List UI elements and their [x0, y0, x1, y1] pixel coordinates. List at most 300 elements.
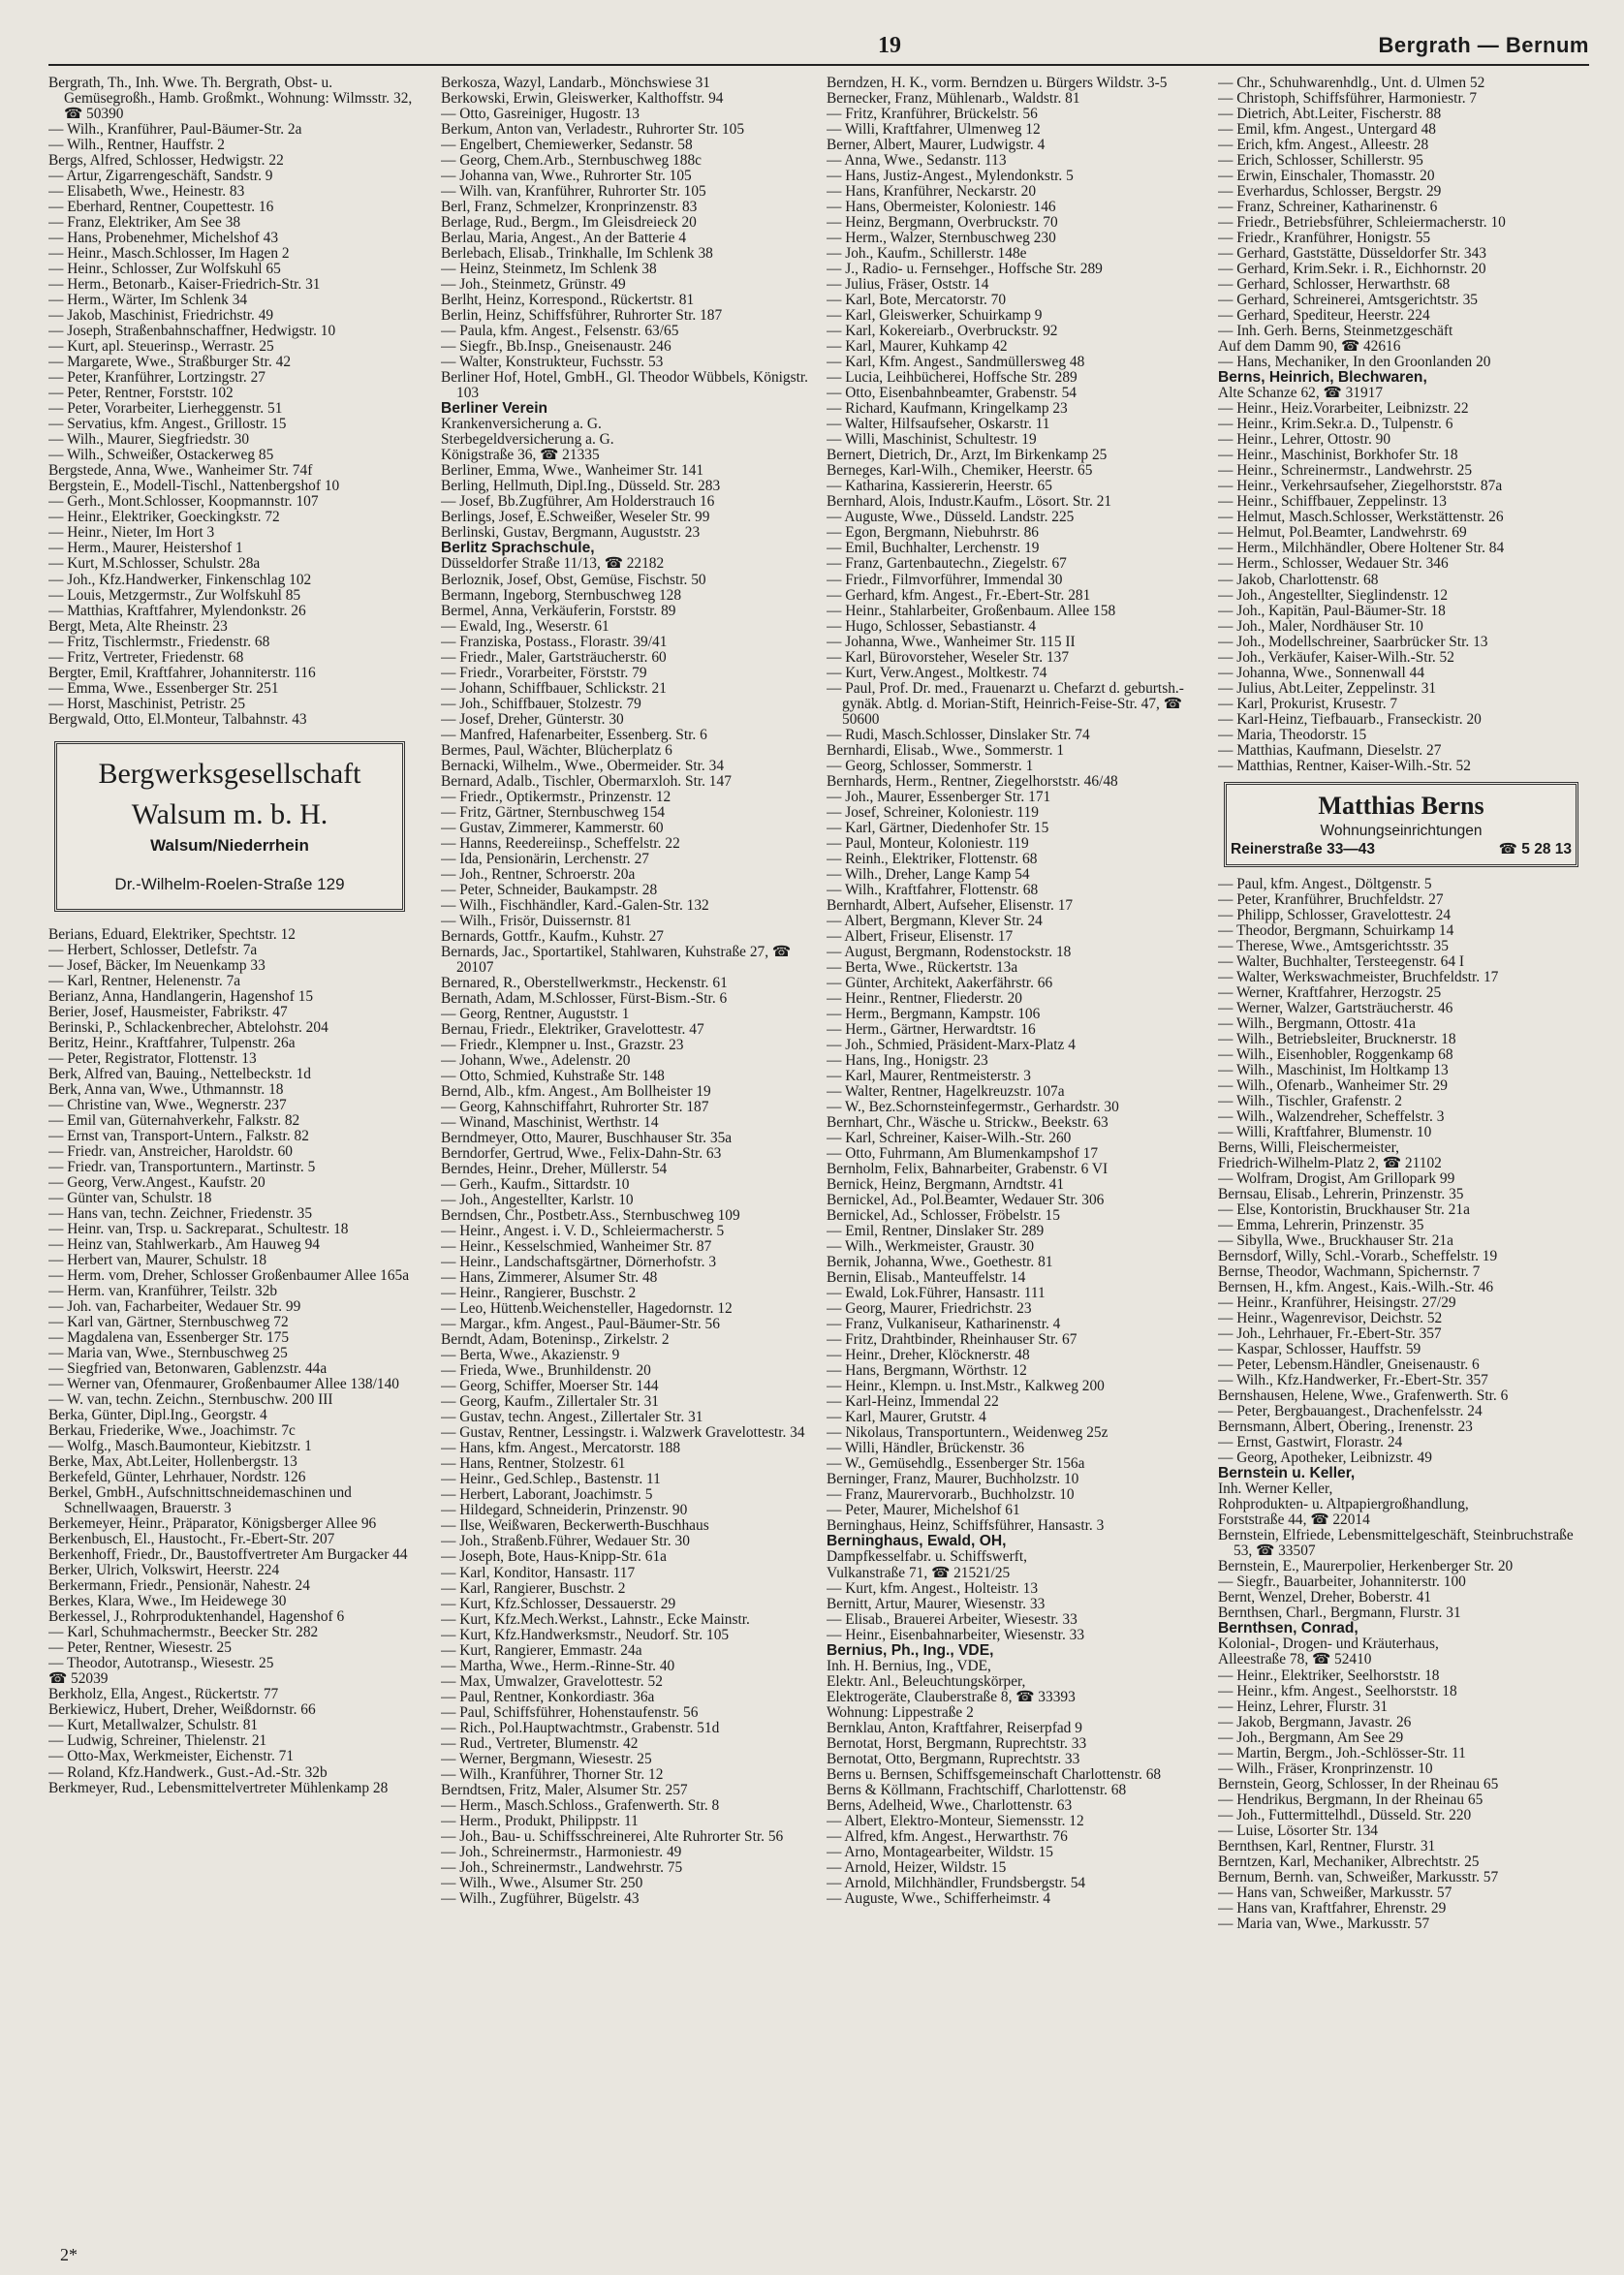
- directory-entry: — Joh., Maler, Nordhäuser Str. 10: [1218, 617, 1423, 635]
- directory-entry: — Friedr., Maler, Gartsträucherstr. 60: [441, 648, 667, 666]
- directory-entry: — Christine van, Wwe., Wegnerstr. 237: [48, 1096, 287, 1113]
- directory-entry: Berninghaus, Ewald, OH,: [827, 1533, 1007, 1550]
- directory-entry: — Wilh., Frisör, Duissernstr. 81: [441, 912, 632, 929]
- directory-entry: — Kurt, apl. Steuerinsp., Werrastr. 25: [48, 338, 274, 356]
- directory-entry: — Heinr., Ged.Schlep., Bastenstr. 11: [441, 1471, 661, 1488]
- directory-entry: ☎ 52039: [48, 1670, 109, 1688]
- directory-entry: — Dietrich, Abt.Leiter, Fischerstr. 88: [1218, 106, 1442, 123]
- directory-entry: Berliner Verein: [441, 400, 548, 418]
- directory-entry: — Auguste, Wwe., Schifferheimstr. 4: [827, 1889, 1051, 1907]
- directory-entry: — Matthias, Kaufmann, Dieselstr. 27: [1218, 741, 1442, 759]
- directory-entry: — Heinr., Landschaftsgärtner, Dörnerhofstr. 3: [441, 1254, 717, 1271]
- directory-entry: — Artur, Zigarrengeschäft, Sandstr. 9: [48, 168, 273, 185]
- directory-entry: — Heinr., Schiffbauer, Zeppelinstr. 13: [1218, 493, 1447, 511]
- directory-entry: — Walter, Rentner, Hagelkreuzstr. 107a: [827, 1083, 1065, 1101]
- directory-entry: — Werner, Walzer, Gartsträucherstr. 46: [1218, 999, 1453, 1016]
- directory-entry: — Siegfr., Bb.Insp., Gneisenaustr. 246: [441, 338, 671, 356]
- directory-entry: — Friedr., Betriebsführer, Schleiermacherstr. 10: [1218, 214, 1506, 232]
- directory-entry: — Hendrikus, Bergmann, In der Rheinau 65: [1218, 1791, 1483, 1808]
- directory-entry: — Gerhard, Krim.Sekr. i. R., Eichhornstr. 20: [1218, 261, 1486, 278]
- directory-entry: — Wolfg., Masch.Baumonteur, Kiebitzstr. 1: [48, 1438, 312, 1455]
- directory-entry: Bernum, Bernh. van, Schweißer, Markusstr. 57: [1218, 1868, 1499, 1885]
- directory-entry: — Joh., Bergmann, Am See 29: [1218, 1729, 1404, 1746]
- directory-entry: — Hans, Obermeister, Koloniestr. 146: [827, 199, 1056, 216]
- directory-entry: Bernstein, E., Maurerpolier, Herkenberger Str. 20: [1218, 1558, 1514, 1575]
- directory-entry: — Joh., Verkäufer, Kaiser-Wilh.-Str. 52: [1218, 648, 1454, 666]
- directory-entry: — Wilh., Rentner, Hauffstr. 2: [48, 137, 226, 154]
- directory-entry: — Erich, kfm. Angest., Alleestr. 28: [1218, 137, 1429, 154]
- directory-entry: — Paul, Schiffsführer, Hohenstaufenstr. 56: [441, 1703, 699, 1721]
- directory-entry: — Emil, kfm. Angest., Untergard 48: [1218, 121, 1436, 139]
- directory-entry: — Herbert van, Maurer, Schulstr. 18: [48, 1251, 267, 1268]
- directory-entry: Berns, Adelheid, Wwe., Charlottenstr. 63: [827, 1796, 1073, 1814]
- directory-entry: — Heinr., Elektriker, Goeckingkstr. 72: [48, 509, 280, 526]
- directory-entry: — Johann, Wwe., Adelenstr. 20: [441, 1051, 631, 1069]
- directory-entry: — Herm., Milchhändler, Obere Holtener Str. 84: [1218, 540, 1505, 557]
- directory-entry: — Margar., kfm. Angest., Paul-Bäumer-Str. 56: [441, 1316, 720, 1333]
- directory-entry: — Gerhard, kfm. Angest., Fr.-Ebert-Str. 281: [827, 586, 1091, 604]
- directory-entry: Auf dem Damm 90, ☎ 42616: [1218, 338, 1401, 356]
- directory-entry: Bernard, Adalb., Tischler, Obermarxloh. Str. 147: [441, 772, 732, 790]
- directory-entry: Berl, Franz, Schmelzer, Kronprinzenstr. 83: [441, 199, 698, 216]
- directory-entry: — Wilh., Kraftfahrer, Flottenstr. 68: [827, 881, 1039, 898]
- directory-entry: Berndes, Heinr., Dreher, Müllerstr. 54: [441, 1161, 668, 1178]
- directory-entry: — Heinr., Angest. i. V. D., Schleiermacherstr. 5: [441, 1223, 725, 1240]
- directory-entry: — Martha, Wwe., Herm.-Rinne-Str. 40: [441, 1657, 675, 1674]
- directory-entry: — Peter, Maurer, Michelshof 61: [827, 1502, 1020, 1519]
- directory-entry: — Hans, Ing., Honigstr. 23: [827, 1051, 988, 1069]
- directory-entry: — Georg, Apotheker, Leibnizstr. 49: [1218, 1449, 1432, 1467]
- directory-entry: Berk, Alfred van, Bauing., Nettelbeckstr. 1d: [48, 1065, 311, 1082]
- directory-entry: — Rudi, Masch.Schlosser, Dinslaker Str. 74: [827, 726, 1090, 743]
- directory-entry: Rohprodukten- u. Altpapiergroßhandlung,: [1218, 1496, 1469, 1513]
- directory-entry: — Philipp, Schlosser, Gravelottestr. 24: [1218, 906, 1452, 923]
- directory-entry: Inh. H. Bernius, Ing., VDE,: [827, 1657, 991, 1674]
- directory-entry: — Wilh., Kranführer, Paul-Bäumer-Str. 2a: [48, 121, 302, 139]
- directory-entry: Wohnung: Lippestraße 2: [827, 1703, 974, 1721]
- directory-entry: Berlage, Rud., Bergm., Im Gleisdreieck 20: [441, 214, 697, 232]
- directory-entry: — Heinz, Lehrer, Flurstr. 31: [1218, 1698, 1389, 1715]
- directory-entry: Bernickel, Ad., Pol.Beamter, Wedauer Str. 306: [827, 1192, 1105, 1209]
- directory-entry: — Siegfried van, Betonwaren, Gablenzstr. 44a: [48, 1360, 328, 1378]
- directory-entry: Bernhardt, Albert, Aufseher, Elisenstr. 17: [827, 896, 1074, 914]
- directory-entry: — Herm., Produkt, Philippstr. 11: [441, 1812, 639, 1829]
- directory-entry: — Gerhard, Schlosser, Herwarthstr. 68: [1218, 276, 1451, 294]
- signature-mark: 2*: [60, 2245, 78, 2264]
- directory-entry: Beritz, Heinr., Kraftfahrer, Tulpenstr. 26a: [48, 1034, 296, 1051]
- directory-entry: — Joh., Lehrhauer, Fr.-Ebert-Str. 357: [1218, 1325, 1442, 1343]
- directory-entry: — Heinr., Nieter, Im Hort 3: [48, 524, 215, 542]
- directory-entry: — Wilh., Werkmeister, Graustr. 30: [827, 1238, 1035, 1256]
- directory-entry: — Karl, Maurer, Kuhkamp 42: [827, 338, 1008, 356]
- directory-entry: — Gustav, Zimmerer, Kammerstr. 60: [441, 819, 664, 836]
- directory-entry: — Julius, Fräser, Oststr. 14: [827, 276, 989, 294]
- directory-entry: Bernath, Adam, M.Schlosser, Fürst-Bism.-Str. 6: [441, 989, 728, 1007]
- directory-entry: — Ewald, Ing., Weserstr. 61: [441, 617, 609, 635]
- directory-entry: — Arnold, Milchhändler, Frundsbergstr. 54: [827, 1874, 1086, 1891]
- directory-entry: — Heinr., Rangierer, Buschstr. 2: [441, 1285, 637, 1302]
- directory-entry: — Nikolaus, Transportuntern., Weidenweg 25z: [827, 1424, 1109, 1442]
- directory-entry: Berkes, Klara, Wwe., Im Heidewege 30: [48, 1593, 287, 1610]
- directory-entry: Berns & Köllmann, Frachtschiff, Charlottenstr. 68: [827, 1781, 1127, 1798]
- directory-entry: — Peter, Bergbauangest., Drachenfelsstr. 24: [1218, 1403, 1483, 1420]
- directory-entry: — Herbert, Laborant, Joachimstr. 5: [441, 1486, 653, 1504]
- directory-entry: — Arnold, Heizer, Wildstr. 15: [827, 1858, 1007, 1876]
- page-number: 19: [878, 33, 901, 58]
- directory-entry: — Heinz van, Stahlwerkarb., Am Hauweg 94: [48, 1235, 320, 1253]
- directory-entry: — Fritz, Tischlermstr., Friedenstr. 68: [48, 633, 270, 650]
- directory-entry: — Elisabeth, Wwe., Heinestr. 83: [48, 183, 245, 201]
- directory-entry: Berner, Albert, Maurer, Ludwigstr. 4: [827, 137, 1046, 154]
- directory-entry: — Joh., Angestellter, Karlstr. 10: [441, 1192, 634, 1209]
- directory-entry: — Heinr., Verkehrsaufseher, Ziegelhorststr. 87a: [1218, 478, 1503, 495]
- directory-entry: — Ewald, Lok.Führer, Hansastr. 111: [827, 1285, 1046, 1302]
- directory-entry: — Herm., Maurer, Heistershof 1: [48, 540, 243, 557]
- directory-entry: Bernklau, Anton, Kraftfahrer, Reiserpfad 9: [827, 1719, 1082, 1736]
- directory-entry: — Jakob, Bergmann, Javastr. 26: [1218, 1713, 1412, 1730]
- directory-entry: — Albert, Elektro-Monteur, Siemensstr. 12: [827, 1812, 1084, 1829]
- directory-entry: — Georg, Verw.Angest., Kaufstr. 20: [48, 1173, 265, 1191]
- directory-entry: — Otto, Gasreiniger, Hugostr. 13: [441, 106, 640, 123]
- directory-entry: — Joh., Schreinermstr., Landwehrstr. 75: [441, 1858, 683, 1876]
- directory-entry: — Egon, Bergmann, Niebuhrstr. 86: [827, 524, 1040, 542]
- directory-entry: — Erich, Schlosser, Schillerstr. 95: [1218, 152, 1423, 170]
- directory-entry: Bernitt, Artur, Maurer, Wiesenstr. 33: [827, 1595, 1046, 1612]
- directory-entry: — Anna, Wwe., Sedanstr. 113: [827, 152, 1007, 170]
- directory-entry: — Günter van, Schulstr. 18: [48, 1189, 212, 1206]
- directory-entry: — Karl, Bote, Mercatorstr. 70: [827, 292, 1007, 309]
- directory-entry: Bernholm, Felix, Bahnarbeiter, Grabenstr. 6 VI: [827, 1161, 1109, 1178]
- directory-entry: — Joh., Angestellter, Sieglindenstr. 12: [1218, 586, 1449, 604]
- directory-entry: — Wilh., Zugführer, Bügelstr. 43: [441, 1889, 640, 1907]
- column-4: [1218, 76, 1586, 2246]
- directory-entry: Friedrich-Wilhelm-Platz 2, ☎ 21102: [1218, 1154, 1442, 1171]
- directory-entry: — Hugo, Schlosser, Sebastianstr. 4: [827, 617, 1037, 635]
- directory-entry: Bernsdorf, Willy, Schl.-Vorarb., Scheffelstr. 19: [1218, 1248, 1498, 1265]
- ad-address-row: [1231, 840, 1572, 858]
- directory-entry: Elektrogeräte, Clauberstraße 8, ☎ 33393: [827, 1688, 1076, 1705]
- directory-entry: — Georg, Kahnschiffahrt, Ruhrorter Str. 187: [441, 1099, 709, 1116]
- directory-entry: — Berta, Wwe., Rückertstr. 13a: [827, 958, 1018, 976]
- directory-entry: — Heinr., Masch.Schlosser, Im Hagen 2: [48, 245, 290, 263]
- ad-tagline: Wohnungseinrichtungen: [1320, 822, 1483, 839]
- directory-entry: — Heinr., Schlosser, Zur Wolfskuhl 65: [48, 261, 281, 278]
- directory-entry: Bermann, Ingeborg, Sternbuschweg 128: [441, 586, 682, 604]
- directory-entry: — Inh. Gerh. Berns, Steinmetzgeschäft: [1218, 323, 1453, 340]
- directory-entry: — Johanna, Wwe., Wanheimer Str. 115 II: [827, 633, 1076, 650]
- directory-entry: — Herm., Bergmann, Kampstr. 106: [827, 1005, 1041, 1022]
- directory-entry: Bernthsen, Charl., Bergmann, Flurstr. 31: [1218, 1605, 1461, 1622]
- directory-entry: — Wilh., Betriebsleiter, Brucknerstr. 18: [1218, 1030, 1456, 1047]
- directory-entry: Alte Schanze 62, ☎ 31917: [1218, 385, 1384, 402]
- directory-entry: — Julius, Abt.Leiter, Zeppelinstr. 31: [1218, 679, 1437, 697]
- directory-entry: Berninghaus, Heinz, Schiffsführer, Hansastr. 3: [827, 1517, 1105, 1535]
- directory-entry: — Ilse, Weißwaren, Beckerwerth-Buschhaus: [441, 1517, 709, 1535]
- directory-entry: — Franz, Vulkaniseur, Katharinenstr. 4: [827, 1316, 1061, 1333]
- directory-entry: — Friedr., Vorarbeiter, Förststr. 79: [441, 664, 647, 681]
- directory-entry: — Karl, Gleiswerker, Schuirkamp 9: [827, 307, 1043, 325]
- directory-entry: Berns u. Bernsen, Schiffsgemeinschaft Charlottenstr. 68: [827, 1765, 1162, 1783]
- directory-entry: — Heinr., Stahlarbeiter, Großenbaum. Allee 158: [827, 602, 1116, 619]
- directory-entry: — Herm., Schlosser, Wedauer Str. 346: [1218, 555, 1449, 573]
- directory-entry: — Karl, Rangierer, Buschstr. 2: [441, 1579, 626, 1597]
- directory-entry: — Paul, Monteur, Koloniestr. 119: [827, 834, 1029, 852]
- directory-entry: — Magdalena van, Essenberger Str. 175: [48, 1329, 290, 1347]
- directory-entry: — Friedr. van, Transportuntern., Martinstr. 5: [48, 1158, 316, 1175]
- directory-entry: Bernards, Jac., Sportartikel, Stahlwaren, Kuhstraße 27, ☎ 20107: [441, 943, 792, 976]
- directory-entry: — Wilh., Tischler, Grafenstr. 2: [1218, 1092, 1402, 1109]
- directory-entry: — Albert, Friseur, Elisenstr. 17: [827, 927, 1014, 945]
- directory-entry: Berliner, Emma, Wwe., Wanheimer Str. 141: [441, 462, 704, 480]
- directory-entry: — Christoph, Schiffsführer, Harmoniestr. 7: [1218, 90, 1478, 108]
- directory-entry: — Maria van, Wwe., Markusstr. 57: [1218, 1915, 1430, 1932]
- directory-entry: — August, Bergmann, Rodenstockstr. 18: [827, 943, 1072, 960]
- directory-entry: Berlin, Heinz, Schiffsführer, Ruhrorter Str. 187: [441, 307, 723, 325]
- directory-entry: — Georg, Schiffer, Moerser Str. 144: [441, 1378, 659, 1395]
- directory-entry: Berlau, Maria, Angest., An der Batterie 4: [441, 230, 687, 247]
- directory-entry: — Emma, Wwe., Essenberger Str. 251: [48, 679, 279, 697]
- directory-entry: Bernick, Heinz, Bergmann, Arndtstr. 41: [827, 1176, 1065, 1194]
- directory-entry: — Wilh., Maurer, Siegfriedstr. 30: [48, 431, 250, 449]
- directory-columns: [0, 76, 1624, 2246]
- directory-entry: Berns, Willi, Fleischermeister,: [1218, 1138, 1399, 1156]
- directory-entry: — Wilh., Dreher, Lange Kamp 54: [827, 865, 1030, 883]
- directory-entry: — Gerh., Kaufm., Sittardstr. 10: [441, 1176, 630, 1194]
- directory-entry: Berkemeyer, Heinr., Präparator, Königsberger Allee 96: [48, 1515, 377, 1533]
- directory-entry: Bernsen, H., kfm. Angest., Kais.-Wilh.-Str. 46: [1218, 1279, 1494, 1296]
- directory-entry: — Hans van, Kraftfahrer, Ehrenstr. 29: [1218, 1899, 1447, 1917]
- directory-entry: — Johanna, Wwe., Sonnenwall 44: [1218, 664, 1425, 681]
- directory-entry: — Wolfram, Drogist, Am Grillopark 99: [1218, 1170, 1455, 1187]
- directory-entry: — Peter, Vorarbeiter, Lierheggenstr. 51: [48, 400, 283, 418]
- directory-entry: Berkau, Friederike, Wwe., Joachimstr. 7c: [48, 1422, 296, 1440]
- directory-entry: — Ernst, Gastwirt, Florastr. 24: [1218, 1434, 1403, 1451]
- directory-entry: — Rich., Pol.Hauptwachtmstr., Grabenstr. 51d: [441, 1719, 720, 1736]
- directory-entry: — Karl, Kokereiarb., Overbruckstr. 92: [827, 323, 1058, 340]
- directory-entry: Bernstein, Elfriede, Lebensmittelgeschäft, Steinbruchstraße 53, ☎ 33507: [1218, 1527, 1574, 1560]
- directory-entry: — Josef, Bäcker, Im Neuenkamp 33: [48, 956, 265, 974]
- directory-entry: Bernius, Ph., Ing., VDE,: [827, 1641, 994, 1659]
- directory-entry: — Siegfr., Bauarbeiter, Johanniterstr. 100: [1218, 1574, 1466, 1591]
- directory-entry: — Peter, Kranführer, Lortzingstr. 27: [48, 369, 266, 387]
- directory-entry: — Therese, Wwe., Amtsgerichtsstr. 35: [1218, 937, 1449, 954]
- directory-entry: — Heinz, Bergmann, Overbruckstr. 70: [827, 214, 1058, 232]
- directory-entry: Kolonial-, Drogen- und Kräuterhaus,: [1218, 1636, 1439, 1653]
- directory-entry: — Otto, Schmied, Kuhstraße Str. 148: [441, 1068, 665, 1084]
- directory-entry: — Willi, Kraftfahrer, Ulmenweg 12: [827, 121, 1041, 139]
- directory-entry: — Hans, Zimmerer, Alsumer Str. 48: [441, 1269, 658, 1287]
- directory-entry: — Emil, Rentner, Dinslaker Str. 289: [827, 1223, 1045, 1240]
- directory-entry: — Alfred, kfm. Angest., Herwarthstr. 76: [827, 1827, 1068, 1845]
- directory-entry: — Heinr., Klempn. u. Inst.Mstr., Kalkweg 200: [827, 1378, 1105, 1395]
- directory-entry: — Friedr., Kranführer, Honigstr. 55: [1218, 230, 1431, 247]
- column-3: [827, 76, 1195, 2246]
- directory-entry: Bernards, Gottfr., Kaufm., Kuhstr. 27: [441, 927, 664, 945]
- directory-entry: — Johann, Schiffbauer, Schlickstr. 21: [441, 679, 667, 697]
- directory-entry: — Gerhard, Schreinerei, Amtsgerichtstr. 35: [1218, 292, 1478, 309]
- directory-entry: — Richard, Kaufmann, Kringelkamp 23: [827, 400, 1068, 418]
- directory-entry: — Ernst van, Transport-Untern., Falkstr. 82: [48, 1127, 309, 1144]
- directory-entry: Berk, Anna van, Wwe., Uthmannstr. 18: [48, 1080, 284, 1098]
- directory-entry: — Servatius, kfm. Angest., Grillostr. 15: [48, 416, 287, 433]
- directory-entry: Bernhart, Chr., Wäsche u. Strickw., Beekstr. 63: [827, 1114, 1109, 1132]
- directory-entry: — Maria, Theodorstr. 15: [1218, 726, 1367, 743]
- directory-entry: Berkenbusch, El., Haustocht., Fr.-Ebert-Str. 207: [48, 1531, 335, 1548]
- directory-entry: — J., Radio- u. Fernsehger., Hoffsche Str. 289: [827, 261, 1103, 278]
- directory-entry: — Eberhard, Rentner, Coupettestr. 16: [48, 199, 274, 216]
- directory-entry: — Reinh., Elektriker, Flottenstr. 68: [827, 850, 1038, 867]
- directory-entry: — Ludwig, Schreiner, Thielenstr. 21: [48, 1732, 267, 1750]
- directory-entry: — Fritz, Kranführer, Brückelstr. 56: [827, 106, 1038, 123]
- directory-entry: Bernse, Theodor, Wachmann, Spichernstr. 7: [1218, 1263, 1481, 1281]
- directory-entry: Berndt, Adam, Boteninsp., Zirkelstr. 2: [441, 1331, 670, 1349]
- directory-entry: — Winand, Maschinist, Werthstr. 14: [441, 1114, 659, 1132]
- directory-entry: Bernau, Friedr., Elektriker, Gravelottestr. 47: [441, 1020, 704, 1038]
- directory-entry: — Walter, Hilfsaufseher, Oskarstr. 11: [827, 416, 1050, 433]
- directory-entry: — Willi, Maschinist, Schultestr. 19: [827, 431, 1037, 449]
- directory-entry: Vulkanstraße 71, ☎ 21521/25: [827, 1564, 1011, 1581]
- directory-entry: — Maria van, Wwe., Sternbuschweg 25: [48, 1345, 288, 1362]
- directory-entry: — Karl, Rentner, Helenenstr. 7a: [48, 972, 241, 989]
- directory-entry: Inh. Werner Keller,: [1218, 1480, 1333, 1498]
- directory-entry: — Ida, Pensionärin, Lerchenstr. 27: [441, 850, 649, 867]
- directory-entry: Berkosza, Wazyl, Landarb., Mönchswiese 31: [441, 76, 710, 91]
- directory-entry: Berndmeyer, Otto, Maurer, Buschhauser Str. 35a: [441, 1130, 733, 1147]
- directory-entry: Berkholz, Ella, Angest., Rückertstr. 77: [48, 1686, 279, 1703]
- directory-entry: — Peter, Registrator, Flottenstr. 13: [48, 1049, 257, 1067]
- directory-entry: Bernik, Johanna, Wwe., Goethestr. 81: [827, 1254, 1053, 1271]
- directory-entry: — Heinr. van, Trsp. u. Sackreparat., Schultestr. 18: [48, 1220, 349, 1237]
- directory-entry: Berninger, Franz, Maurer, Buchholzstr. 10: [827, 1471, 1079, 1488]
- directory-entry: Berkenhoff, Friedr., Dr., Baustoffvertreter Am Burgacker 44: [48, 1546, 408, 1564]
- directory-entry: — Engelbert, Chemiewerker, Sedanstr. 58: [441, 137, 693, 154]
- directory-entry: — Joh., Schreinermstr., Harmoniestr. 49: [441, 1843, 682, 1860]
- directory-entry: — Hans, Probenehmer, Michelshof 43: [48, 230, 279, 247]
- directory-entry: — Joh., Bau- u. Schiffsschreinerei, Alte Ruhrorter Str. 56: [441, 1827, 784, 1845]
- directory-entry: — Helmut, Masch.Schlosser, Werkstättenstr. 26: [1218, 509, 1504, 526]
- directory-entry: — Kurt, M.Schlosser, Schulstr. 28a: [48, 555, 261, 573]
- directory-entry: — Berta, Wwe., Akazienstr. 9: [441, 1347, 620, 1364]
- directory-entry: Berke, Max, Abt.Leiter, Hollenbergstr. 13: [48, 1453, 297, 1471]
- directory-entry: — Gerhard, Spediteur, Heerstr. 224: [1218, 307, 1430, 325]
- directory-entry: Bernert, Dietrich, Dr., Arzt, Im Birkenkamp 25: [827, 447, 1108, 464]
- directory-entry: — Heinr., kfm. Angest., Seelhorststr. 18: [1218, 1682, 1457, 1699]
- directory-entry: — Gustav, Rentner, Lessingstr. i. Walzwerk Gravelottestr. 34: [441, 1424, 805, 1442]
- directory-entry: — Karl, Gärtner, Diedenhofer Str. 15: [827, 819, 1049, 836]
- directory-entry: — Josef, Schreiner, Koloniestr. 119: [827, 803, 1039, 821]
- directory-entry: — Hans, Kranführer, Neckarstr. 20: [827, 183, 1037, 201]
- directory-entry: — Franz, Elektriker, Am See 38: [48, 214, 241, 232]
- directory-entry: — Chr., Schuhwarenhdlg., Unt. d. Ulmen 52: [1218, 76, 1485, 91]
- directory-entry: — Lucia, Leihbücherei, Hoffsche Str. 289: [827, 369, 1077, 387]
- directory-entry: — Paul, Prof. Dr. med., Frauenarzt u. Chefarzt d. geburtsh.-gynäk. Abtlg. d. Morian-Stift, Heinrich-Feise-Str. 47, ☎ 50600: [827, 679, 1184, 728]
- advertisement-box: [54, 741, 405, 912]
- directory-entry: — Erwin, Einschaler, Thomasstr. 20: [1218, 168, 1435, 185]
- directory-entry: — Louis, Metzgermstr., Zur Wolfskuhl 85: [48, 586, 301, 604]
- directory-entry: Berkum, Anton van, Verladestr., Ruhrorter Str. 105: [441, 121, 745, 139]
- directory-entry: — Hildegard, Schneiderin, Prinzenstr. 90: [441, 1502, 688, 1519]
- directory-entry: — Herm., Gärtner, Herwardtstr. 16: [827, 1020, 1036, 1038]
- directory-entry: Berians, Eduard, Elektriker, Spechtstr. 12: [48, 925, 296, 943]
- directory-entry: Bermel, Anna, Verkäuferin, Forststr. 89: [441, 602, 676, 619]
- directory-entry: — Josef, Bb.Zugführer, Am Holderstrauch 16: [441, 493, 715, 511]
- directory-entry: — Herm., Masch.Schloss., Grafenwerth. Str. 8: [441, 1796, 720, 1814]
- directory-entry: — Werner van, Ofenmaurer, Großenbaumer Allee 138/140: [48, 1376, 399, 1393]
- directory-entry: Berlitz Sprachschule,: [441, 540, 595, 557]
- directory-entry: Bergs, Alfred, Schlosser, Hedwigstr. 22: [48, 152, 284, 170]
- directory-entry: — Luise, Lösorter Str. 134: [1218, 1822, 1379, 1839]
- directory-entry: Berlebach, Elisab., Trinkhalle, Im Schlenk 38: [441, 245, 713, 263]
- directory-entry: — Herm., Walzer, Sternbuschweg 230: [827, 230, 1056, 247]
- directory-entry: — Karl, Maurer, Rentmeisterstr. 3: [827, 1068, 1031, 1084]
- directory-entry: Bernotat, Horst, Bergmann, Ruprechtstr. 33: [827, 1734, 1087, 1752]
- directory-entry: — Heinr., Krim.Sekr.a. D., Tulpenstr. 6: [1218, 416, 1453, 433]
- directory-entry: — Kaspar, Schlosser, Hauffstr. 59: [1218, 1341, 1421, 1358]
- directory-entry: — Matthias, Rentner, Kaiser-Wilh.-Str. 52: [1218, 757, 1471, 774]
- directory-entry: Berier, Josef, Hausmeister, Fabrikstr. 47: [48, 1003, 288, 1020]
- directory-entry: Berlht, Heinz, Korrespond., Rückertstr. 81: [441, 292, 695, 309]
- directory-entry: — Peter, Rentner, Forststr. 102: [48, 385, 234, 402]
- directory-entry: Berndsen, Chr., Postbetr.Ass., Sternbuschweg 109: [441, 1207, 740, 1225]
- directory-entry: Bernshausen, Helene, Wwe., Grafenwerth. Str. 6: [1218, 1387, 1509, 1405]
- directory-entry: — Franz, Maurervorarb., Buchholzstr. 10: [827, 1486, 1075, 1504]
- directory-entry: Berling, Hellmuth, Dipl.Ing., Düsseld. Str. 283: [441, 478, 721, 495]
- directory-entry: Bernickel, Ad., Schlosser, Fröbelstr. 15: [827, 1207, 1060, 1225]
- directory-entry: — Peter, Schneider, Baukampstr. 28: [441, 881, 658, 898]
- directory-entry: — Walter, Konstrukteur, Fuchsstr. 53: [441, 354, 664, 371]
- directory-entry: — Arno, Montagearbeiter, Wildstr. 15: [827, 1843, 1053, 1860]
- directory-entry: — Joh., Kapitän, Paul-Bäumer-Str. 18: [1218, 602, 1446, 619]
- directory-entry: Berianz, Anna, Handlangerin, Hagenshof 15: [48, 987, 314, 1005]
- directory-entry: — Everhardus, Schlosser, Bergstr. 29: [1218, 183, 1442, 201]
- directory-entry: Berkmeyer, Rud., Lebensmittelvertreter Mühlenkamp 28: [48, 1779, 389, 1796]
- directory-entry: Bernotat, Otto, Bergmann, Ruprechtstr. 33: [827, 1750, 1080, 1767]
- directory-entry: — Heinr., Wagenrevisor, Deichstr. 52: [1218, 1310, 1443, 1327]
- directory-entry: — Max, Umwalzer, Gravelottestr. 52: [441, 1672, 663, 1690]
- directory-entry: — Friedr., Klempner u. Inst., Grazstr. 23: [441, 1036, 684, 1053]
- directory-entry: — Karl, Kfm. Angest., Sandmüllersweg 48: [827, 354, 1085, 371]
- directory-entry: — Josef, Dreher, Günterstr. 30: [441, 710, 624, 728]
- directory-entry: — Joh., Schmied, Präsident-Marx-Platz 4: [827, 1036, 1076, 1053]
- directory-entry: — Walter, Buchhalter, Tersteegenstr. 64 I: [1218, 952, 1465, 970]
- directory-entry: — Heinr., Maschinist, Borkhofer Str. 18: [1218, 447, 1458, 464]
- directory-entry: — W., Gemüsehdlg., Essenberger Str. 156a: [827, 1455, 1085, 1473]
- directory-entry: — Emil, Buchhalter, Lerchenstr. 19: [827, 540, 1040, 557]
- directory-entry: — Peter, Lebensm.Händler, Gneisenaustr. 6: [1218, 1356, 1480, 1374]
- directory-entry: — Georg, Schlosser, Sommerstr. 1: [827, 757, 1034, 774]
- directory-entry: — Kurt, Rangierer, Emmastr. 24a: [441, 1641, 642, 1659]
- directory-entry: — Wilh. van, Kranführer, Ruhrorter Str. 105: [441, 183, 706, 201]
- directory-entry: — Georg, Rentner, Auguststr. 1: [441, 1005, 630, 1022]
- directory-entry: Forststraße 44, ☎ 22014: [1218, 1511, 1370, 1529]
- directory-entry: — Otto, Eisenbahnbeamter, Grabenstr. 54: [827, 385, 1077, 402]
- directory-entry: Berns, Heinrich, Blechwaren,: [1218, 369, 1427, 387]
- directory-entry: — Herbert, Schlosser, Detlefstr. 7a: [48, 941, 258, 958]
- directory-entry: Bernecker, Franz, Mühlenarb., Waldstr. 81: [827, 90, 1080, 108]
- ad-company-name: Bergwerksgesellschaft: [98, 757, 361, 790]
- directory-entry: Berloznik, Josef, Obst, Gemüse, Fischstr. 50: [441, 571, 706, 588]
- directory-entry: — Karl-Heinz, Tiefbauarb., Franseckistr. 20: [1218, 710, 1482, 728]
- directory-entry: — W., Bez.Schornsteinfegermstr., Gerhardstr. 30: [827, 1099, 1119, 1116]
- directory-entry: — Friedr., Optikermstr., Prinzenstr. 12: [441, 788, 671, 805]
- directory-entry: — Herm. vom, Dreher, Schlosser Großenbaumer Allee 165a: [48, 1267, 410, 1284]
- directory-entry: — Franziska, Postass., Florastr. 39/41: [441, 633, 668, 650]
- directory-entry: — Joh., Modellschreiner, Saarbrücker Str. 13: [1218, 633, 1488, 650]
- directory-entry: — Joh., Steinmetz, Grünstr. 49: [441, 276, 626, 294]
- ad-company-name: Walsum m. b. H.: [131, 797, 328, 830]
- directory-entry: — Rud., Vertreter, Blumenstr. 42: [441, 1734, 639, 1752]
- directory-entry: — Herm., Betonarb., Kaiser-Friedrich-Str. 31: [48, 276, 321, 294]
